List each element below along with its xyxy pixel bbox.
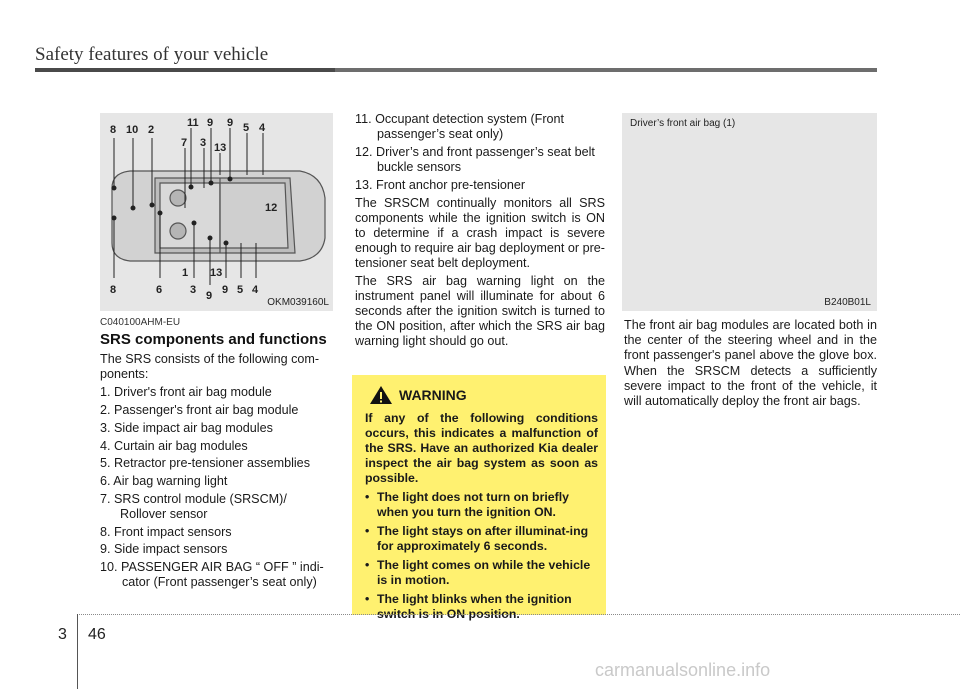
- list-item: 2. Passenger's front air bag module: [100, 403, 299, 418]
- section-title: SRS components and functions: [100, 331, 327, 348]
- warning-header: [369, 385, 598, 405]
- footer-divider: [77, 614, 78, 689]
- callout-label: 3: [200, 137, 207, 149]
- callout-label: 12: [265, 202, 278, 214]
- page-header-title: Safety features of your vehicle: [35, 44, 269, 65]
- callout-label: 1: [182, 267, 189, 279]
- driver-airbag-figure: [622, 113, 877, 311]
- page-number: 46: [88, 626, 106, 643]
- callout-label: 9: [227, 117, 234, 129]
- srscm-paragraph: The SRSCM continually monitors all SRS components while the ignition switch is ON to determine if a crash impact is severe enough to require air bag deployment or pre-tensioner seat belt deployment.: [355, 195, 605, 271]
- list-item: 3. Side impact air bag modules: [100, 420, 273, 435]
- callout-label: 8: [110, 284, 117, 296]
- figure2-code: B240B01L: [824, 297, 871, 308]
- warning-light-paragraph: The SRS air bag warning light on the instrument panel will illuminate for about 6 seconds after the ignition switch is turned to the ON position, after which the SRS air bag warning light should go out.: [355, 273, 605, 349]
- footer-rule: [77, 614, 960, 615]
- callout-label: 9: [206, 290, 213, 302]
- front-airbag-paragraph: The front air bag modules are located both in the center of the steering wheel and in the front passenger's panel above the glove box. When the SRSCM detects a sufficiently severe impact to the front of the vehicle, it will automatically deploy the front air bags.: [624, 318, 877, 409]
- warning-box: [352, 375, 606, 621]
- warning-bullet: • The light comes on while the vehicle is in motion.: [365, 558, 598, 588]
- list-item: 7. SRS control module (SRSCM)/ Rollover sensor: [100, 491, 287, 521]
- warning-title: WARNING: [399, 387, 467, 403]
- callout-label: 5: [243, 122, 250, 134]
- callout-label: 10: [126, 124, 139, 136]
- list-item: 11. Occupant detection system (Front passenger’s seat only): [355, 112, 565, 142]
- warning-bullet-list: [365, 490, 598, 622]
- middle-column: [355, 112, 605, 352]
- list-item: 13. Front anchor pre-tensioner: [355, 177, 526, 192]
- callout-label: 13: [214, 142, 227, 154]
- callout-label: 7: [181, 137, 188, 149]
- srs-components-figure: [100, 113, 333, 311]
- list-item: 6. Air bag warning light: [100, 473, 228, 488]
- callout-label: 5: [237, 284, 244, 296]
- callout-label: 8: [110, 124, 117, 136]
- warning-bullet: • The light does not turn on briefly when you turn the ignition ON.: [365, 490, 598, 520]
- list-item: 10. PASSENGER AIR BAG “ OFF ” indi-cator (Front passenger’s seat only): [100, 559, 324, 590]
- list-item: 1. Driver's front air bag module: [100, 385, 272, 400]
- section-code: C040100AHM-EU: [100, 317, 181, 328]
- callout-label: 4: [259, 122, 266, 134]
- warning-bullet: • The light blinks when the ignition switch is in ON position.: [365, 592, 598, 622]
- left-column: [100, 352, 334, 593]
- callout-label: 11: [187, 117, 199, 129]
- list-item: 9. Side impact sensors: [100, 542, 228, 557]
- callout-label: 4: [252, 284, 259, 296]
- warning-triangle-icon: [369, 385, 393, 405]
- chapter-number: 3: [58, 626, 67, 643]
- callout-label: 9: [222, 284, 229, 296]
- figure2-caption: Driver’s front air bag (1): [630, 118, 736, 129]
- header-rule: [35, 68, 877, 72]
- callout-label: 6: [156, 284, 163, 296]
- callout-label: 13: [210, 267, 223, 279]
- list-item: 12. Driver’s and front passenger’s seat belt buckle sensors: [355, 144, 595, 175]
- callout-label: 9: [207, 117, 214, 129]
- list-item: 8. Front impact sensors: [100, 524, 232, 539]
- figure1-code: OKM039160L: [267, 297, 329, 308]
- warning-bullet: • The light stays on after illuminat-ing for approximately 6 seconds.: [365, 524, 598, 554]
- callout-label: 2: [148, 124, 155, 136]
- list-item: 4. Curtain air bag modules: [100, 438, 248, 453]
- list-item: 5. Retractor pre-tensioner assemblies: [100, 456, 310, 471]
- car-topview-illustration: [100, 113, 333, 311]
- warning-text: If any of the following conditions occurs, this indicates a malfunction of the SRS. Have an authorized Kia dealer inspect the air bag system as soon as possible.: [365, 411, 598, 485]
- watermark: carmanualsonline.info: [595, 660, 771, 680]
- callout-label: 3: [190, 284, 197, 296]
- intro-text: The SRS consists of the following com-ponents:: [100, 352, 320, 382]
